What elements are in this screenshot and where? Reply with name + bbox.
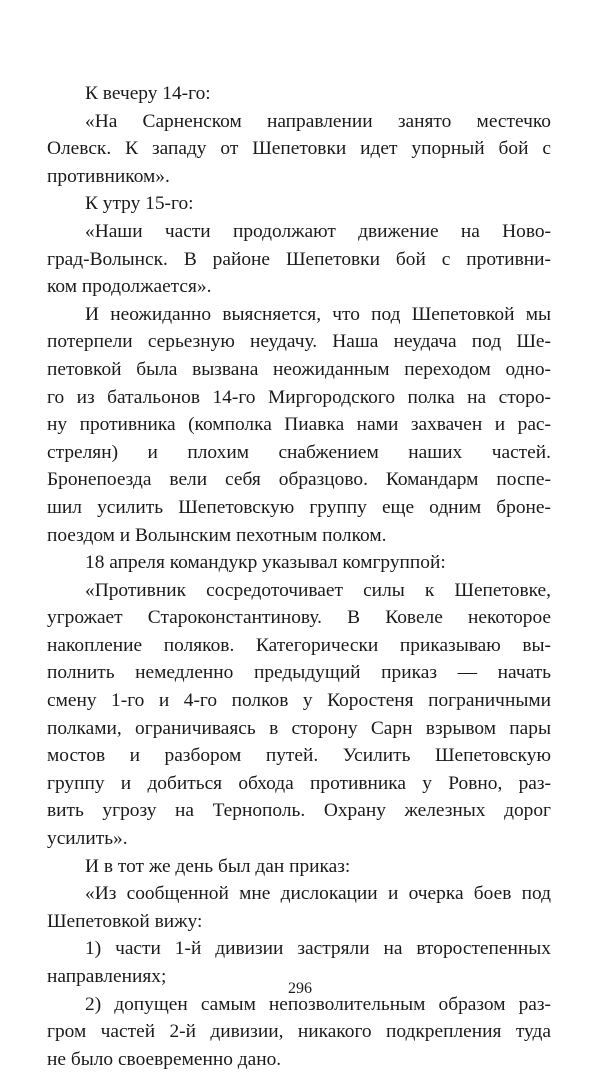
- text-line: мостов и разбором путей. Усилить Шепетовскую: [47, 745, 551, 767]
- page-body: [47, 80, 551, 1073]
- text-line: противником».: [47, 165, 170, 187]
- text-line: угрожает Староконстантинову. В Ковеле некоторое: [47, 607, 551, 629]
- text-line: не было своевременно дано.: [47, 1048, 282, 1070]
- text-line: гром частей 2-й дивизии, никакого подкрепления туда: [47, 1021, 551, 1043]
- text-line: петовкой была вызвана неожиданным переходом одно-: [47, 358, 551, 380]
- text-line: ком продолжается».: [47, 276, 212, 298]
- text-line: потерпели серьезную неудачу. Наша неудача под Ше-: [47, 331, 551, 353]
- text-line: вить угрозу на Тернополь. Охрану железных дорог: [47, 800, 551, 822]
- text-line: «Противник сосредоточивает силы к Шепетовке,: [85, 579, 551, 601]
- text-line: К вечеру 14-го:: [85, 83, 211, 104]
- text-line: «На Сарненском направлении занято местечко: [85, 110, 551, 132]
- text-line: полнить немедленно предыдущий приказ — начать: [47, 662, 551, 684]
- text-line: Шепетовкой вижу:: [47, 910, 203, 932]
- page-number: 296: [288, 980, 312, 997]
- text-line: град-Волынск. В районе Шепетовки бой с противни-: [47, 248, 551, 270]
- text-line: ну противника (комполка Пиавка нами захвачен и рас-: [47, 414, 551, 436]
- text-line: Бронепоезда вели себя образцово. Командарм поспе-: [47, 469, 551, 491]
- text-line: И неожиданно выясняется, что под Шепетовкой мы: [85, 303, 551, 325]
- text-line: направлениях;: [47, 966, 167, 987]
- text-line: поездом и Волынским пехотным полком.: [47, 524, 387, 546]
- text-line: полками, ограничиваясь в сторону Сарн взрывом пары: [47, 717, 551, 739]
- text-line: смену 1-го и 4-го полков у Коростеня пограничными: [47, 690, 551, 712]
- text-line: К утру 15-го:: [85, 193, 194, 215]
- text-line: 1) части 1-й дивизии застряли на второстепенных: [85, 938, 551, 960]
- text-line: шил усилить Шепетовскую группу еще одним броне-: [47, 496, 551, 518]
- text-line: Олевск. К западу от Шепетовки идет упорный бой с: [47, 138, 551, 160]
- text-line: стрелян) и плохим снабжением наших частей.: [47, 441, 551, 463]
- text-line: И в тот же день был дан приказ:: [85, 855, 351, 877]
- text-line: накопление поляков. Категорически приказываю вы-: [47, 634, 551, 656]
- text-line: 2) допущен самым непозволительным образом раз-: [85, 993, 551, 1015]
- text-line: «Наши части продолжают движение на Ново-: [85, 220, 551, 242]
- text-line: го из батальонов 14-го Миргородского полка на сторо-: [47, 386, 551, 408]
- text-line: «Из сообщенной мне дислокации и очерка боев под: [85, 883, 551, 905]
- text-line: усилить».: [47, 828, 128, 850]
- text-line: группу и добиться обхода противника у Ровно, раз-: [47, 772, 551, 794]
- text-line: 18 апреля командукр указывал комгруппой:: [85, 552, 446, 574]
